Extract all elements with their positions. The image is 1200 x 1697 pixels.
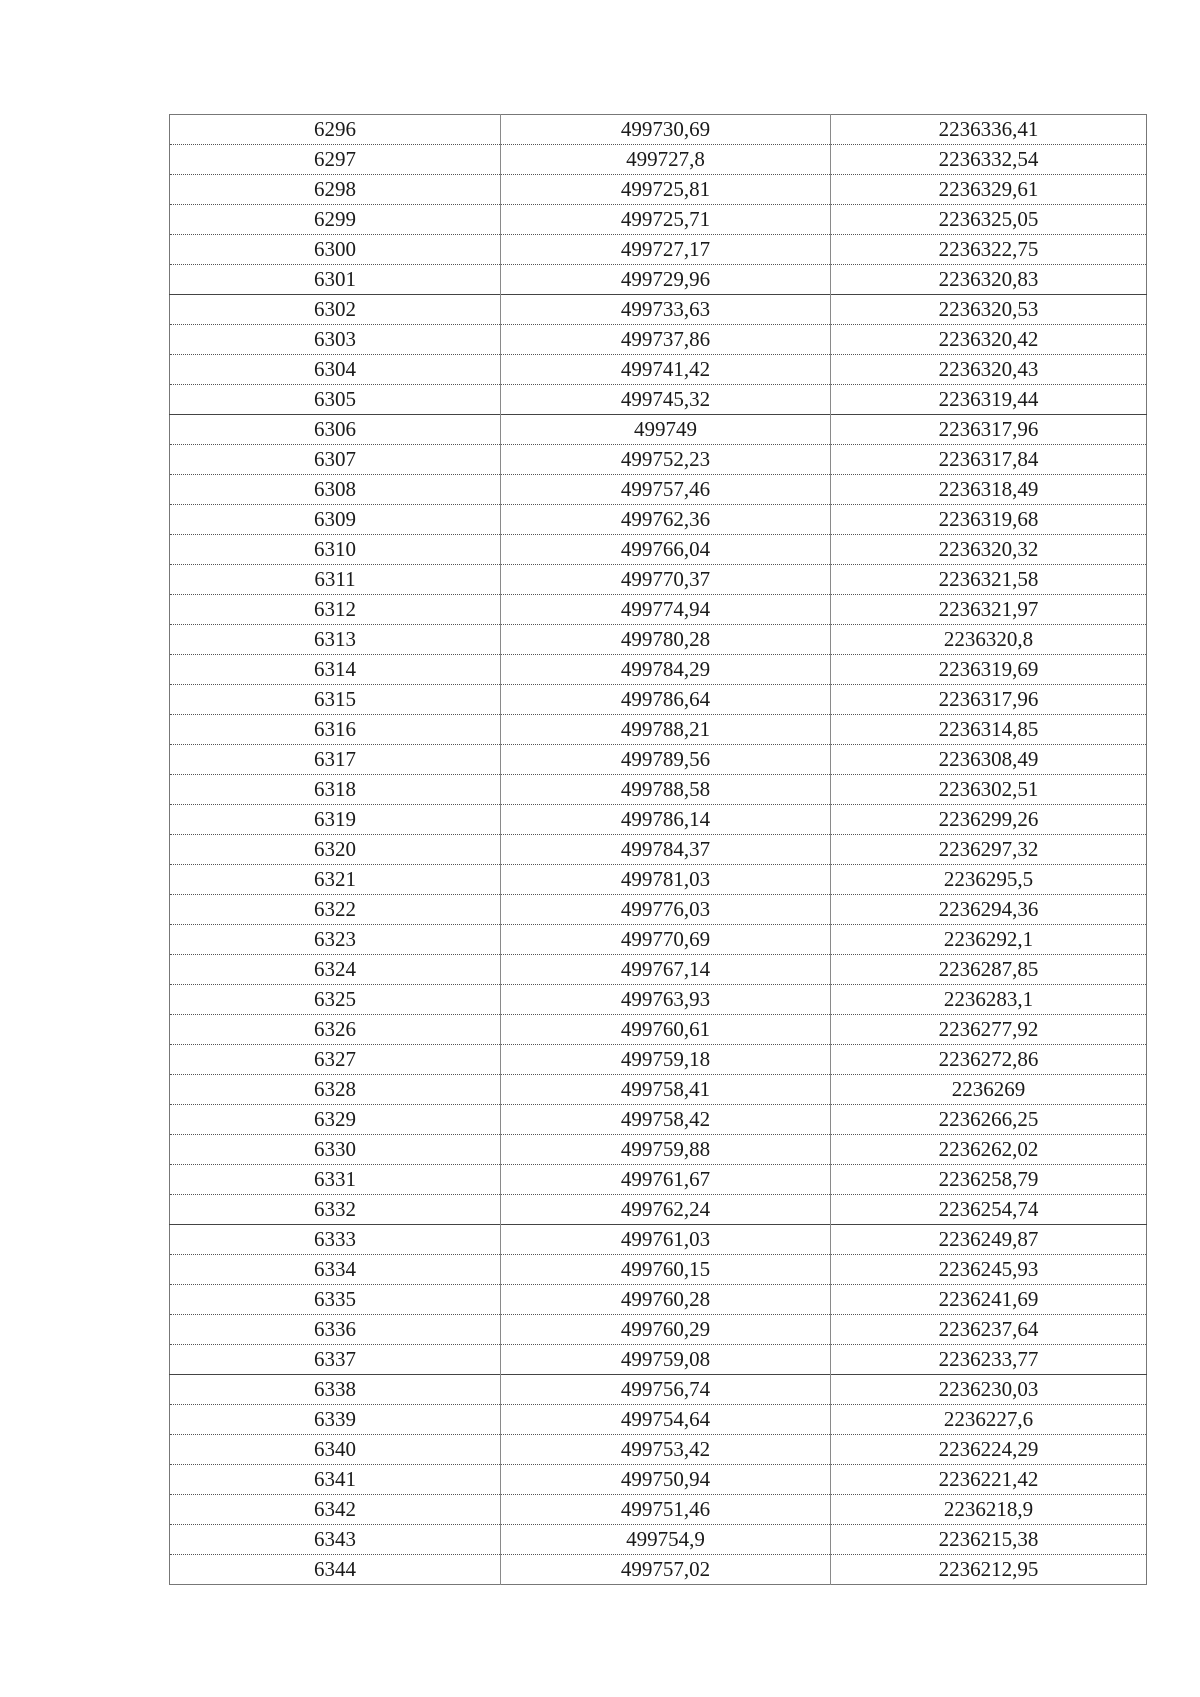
x-coordinate-cell: 499733,63 xyxy=(501,295,831,325)
y-coordinate-cell: 2236215,38 xyxy=(831,1525,1147,1555)
y-coordinate-cell: 2236317,96 xyxy=(831,415,1147,445)
x-coordinate-cell: 499759,88 xyxy=(501,1135,831,1165)
y-coordinate-cell: 2236299,26 xyxy=(831,805,1147,835)
y-coordinate-cell: 2236320,83 xyxy=(831,265,1147,295)
y-coordinate-cell: 2236212,95 xyxy=(831,1555,1147,1585)
x-coordinate-cell: 499760,29 xyxy=(501,1315,831,1345)
table-row xyxy=(170,385,1147,415)
y-coordinate-cell: 2236320,53 xyxy=(831,295,1147,325)
table-row xyxy=(170,325,1147,355)
x-coordinate-cell: 499789,56 xyxy=(501,745,831,775)
x-coordinate-cell: 499727,17 xyxy=(501,235,831,265)
y-coordinate-cell: 2236266,25 xyxy=(831,1105,1147,1135)
point-number-cell: 6341 xyxy=(170,1465,501,1495)
x-coordinate-cell: 499749 xyxy=(501,415,831,445)
point-number-cell: 6297 xyxy=(170,145,501,175)
x-coordinate-cell: 499725,71 xyxy=(501,205,831,235)
point-number-cell: 6326 xyxy=(170,1015,501,1045)
y-coordinate-cell: 2236320,43 xyxy=(831,355,1147,385)
y-coordinate-cell: 2236314,85 xyxy=(831,715,1147,745)
point-number-cell: 6301 xyxy=(170,265,501,295)
table-row xyxy=(170,715,1147,745)
point-number-cell: 6296 xyxy=(170,115,501,145)
y-coordinate-cell: 2236224,29 xyxy=(831,1435,1147,1465)
x-coordinate-cell: 499758,42 xyxy=(501,1105,831,1135)
table-row xyxy=(170,1225,1147,1255)
x-coordinate-cell: 499750,94 xyxy=(501,1465,831,1495)
table-row xyxy=(170,355,1147,385)
y-coordinate-cell: 2236320,42 xyxy=(831,325,1147,355)
x-coordinate-cell: 499760,15 xyxy=(501,1255,831,1285)
point-number-cell: 6317 xyxy=(170,745,501,775)
point-number-cell: 6336 xyxy=(170,1315,501,1345)
table-row xyxy=(170,1375,1147,1405)
point-number-cell: 6310 xyxy=(170,535,501,565)
point-number-cell: 6334 xyxy=(170,1255,501,1285)
x-coordinate-cell: 499762,36 xyxy=(501,505,831,535)
point-number-cell: 6308 xyxy=(170,475,501,505)
point-number-cell: 6337 xyxy=(170,1345,501,1375)
x-coordinate-cell: 499784,29 xyxy=(501,655,831,685)
table-row xyxy=(170,625,1147,655)
table-row xyxy=(170,295,1147,325)
table-row xyxy=(170,505,1147,535)
table-row xyxy=(170,985,1147,1015)
point-number-cell: 6319 xyxy=(170,805,501,835)
point-number-cell: 6335 xyxy=(170,1285,501,1315)
x-coordinate-cell: 499761,03 xyxy=(501,1225,831,1255)
y-coordinate-cell: 2236317,96 xyxy=(831,685,1147,715)
x-coordinate-cell: 499786,64 xyxy=(501,685,831,715)
table-row xyxy=(170,1075,1147,1105)
point-number-cell: 6298 xyxy=(170,175,501,205)
y-coordinate-cell: 2236332,54 xyxy=(831,145,1147,175)
point-number-cell: 6342 xyxy=(170,1495,501,1525)
x-coordinate-cell: 499788,21 xyxy=(501,715,831,745)
point-number-cell: 6323 xyxy=(170,925,501,955)
y-coordinate-cell: 2236325,05 xyxy=(831,205,1147,235)
coordinates-table xyxy=(169,114,1147,1585)
x-coordinate-cell: 499758,41 xyxy=(501,1075,831,1105)
y-coordinate-cell: 2236262,02 xyxy=(831,1135,1147,1165)
point-number-cell: 6314 xyxy=(170,655,501,685)
point-number-cell: 6328 xyxy=(170,1075,501,1105)
table-row xyxy=(170,1495,1147,1525)
table-row xyxy=(170,1525,1147,1555)
x-coordinate-cell: 499737,86 xyxy=(501,325,831,355)
y-coordinate-cell: 2236272,86 xyxy=(831,1045,1147,1075)
point-number-cell: 6316 xyxy=(170,715,501,745)
y-coordinate-cell: 2236318,49 xyxy=(831,475,1147,505)
point-number-cell: 6321 xyxy=(170,865,501,895)
table-row xyxy=(170,1165,1147,1195)
point-number-cell: 6329 xyxy=(170,1105,501,1135)
x-coordinate-cell: 499786,14 xyxy=(501,805,831,835)
y-coordinate-cell: 2236258,79 xyxy=(831,1165,1147,1195)
point-number-cell: 6338 xyxy=(170,1375,501,1405)
point-number-cell: 6307 xyxy=(170,445,501,475)
point-number-cell: 6306 xyxy=(170,415,501,445)
table-row xyxy=(170,1405,1147,1435)
table-row xyxy=(170,955,1147,985)
y-coordinate-cell: 2236221,42 xyxy=(831,1465,1147,1495)
table-row xyxy=(170,1255,1147,1285)
x-coordinate-cell: 499745,32 xyxy=(501,385,831,415)
x-coordinate-cell: 499757,46 xyxy=(501,475,831,505)
table-row xyxy=(170,1465,1147,1495)
table-row xyxy=(170,655,1147,685)
x-coordinate-cell: 499752,23 xyxy=(501,445,831,475)
y-coordinate-cell: 2236320,8 xyxy=(831,625,1147,655)
y-coordinate-cell: 2236322,75 xyxy=(831,235,1147,265)
point-number-cell: 6302 xyxy=(170,295,501,325)
point-number-cell: 6299 xyxy=(170,205,501,235)
y-coordinate-cell: 2236321,97 xyxy=(831,595,1147,625)
table-row xyxy=(170,235,1147,265)
table-row xyxy=(170,595,1147,625)
point-number-cell: 6318 xyxy=(170,775,501,805)
y-coordinate-cell: 2236308,49 xyxy=(831,745,1147,775)
point-number-cell: 6320 xyxy=(170,835,501,865)
point-number-cell: 6312 xyxy=(170,595,501,625)
point-number-cell: 6339 xyxy=(170,1405,501,1435)
y-coordinate-cell: 2236237,64 xyxy=(831,1315,1147,1345)
x-coordinate-cell: 499741,42 xyxy=(501,355,831,385)
point-number-cell: 6305 xyxy=(170,385,501,415)
table-row xyxy=(170,535,1147,565)
table-row xyxy=(170,1345,1147,1375)
y-coordinate-cell: 2236295,5 xyxy=(831,865,1147,895)
y-coordinate-cell: 2236317,84 xyxy=(831,445,1147,475)
table-row xyxy=(170,1135,1147,1165)
y-coordinate-cell: 2236287,85 xyxy=(831,955,1147,985)
point-number-cell: 6313 xyxy=(170,625,501,655)
y-coordinate-cell: 2236336,41 xyxy=(831,115,1147,145)
point-number-cell: 6315 xyxy=(170,685,501,715)
x-coordinate-cell: 499757,02 xyxy=(501,1555,831,1585)
table-row xyxy=(170,1195,1147,1225)
y-coordinate-cell: 2236292,1 xyxy=(831,925,1147,955)
y-coordinate-cell: 2236241,69 xyxy=(831,1285,1147,1315)
y-coordinate-cell: 2236233,77 xyxy=(831,1345,1147,1375)
table-row xyxy=(170,805,1147,835)
point-number-cell: 6303 xyxy=(170,325,501,355)
point-number-cell: 6340 xyxy=(170,1435,501,1465)
x-coordinate-cell: 499770,69 xyxy=(501,925,831,955)
y-coordinate-cell: 2236297,32 xyxy=(831,835,1147,865)
x-coordinate-cell: 499730,69 xyxy=(501,115,831,145)
x-coordinate-cell: 499727,8 xyxy=(501,145,831,175)
point-number-cell: 6330 xyxy=(170,1135,501,1165)
x-coordinate-cell: 499759,08 xyxy=(501,1345,831,1375)
table-row xyxy=(170,1045,1147,1075)
x-coordinate-cell: 499761,67 xyxy=(501,1165,831,1195)
point-number-cell: 6324 xyxy=(170,955,501,985)
table-row xyxy=(170,745,1147,775)
point-number-cell: 6327 xyxy=(170,1045,501,1075)
x-coordinate-cell: 499774,94 xyxy=(501,595,831,625)
table-row xyxy=(170,1315,1147,1345)
x-coordinate-cell: 499776,03 xyxy=(501,895,831,925)
table-row xyxy=(170,415,1147,445)
point-number-cell: 6309 xyxy=(170,505,501,535)
x-coordinate-cell: 499751,46 xyxy=(501,1495,831,1525)
point-number-cell: 6332 xyxy=(170,1195,501,1225)
x-coordinate-cell: 499770,37 xyxy=(501,565,831,595)
y-coordinate-cell: 2236227,6 xyxy=(831,1405,1147,1435)
table-row xyxy=(170,445,1147,475)
point-number-cell: 6333 xyxy=(170,1225,501,1255)
point-number-cell: 6343 xyxy=(170,1525,501,1555)
y-coordinate-cell: 2236269 xyxy=(831,1075,1147,1105)
table-row xyxy=(170,1285,1147,1315)
x-coordinate-cell: 499767,14 xyxy=(501,955,831,985)
x-coordinate-cell: 499729,96 xyxy=(501,265,831,295)
point-number-cell: 6311 xyxy=(170,565,501,595)
table-row xyxy=(170,1555,1147,1585)
point-number-cell: 6300 xyxy=(170,235,501,265)
x-coordinate-cell: 499788,58 xyxy=(501,775,831,805)
table-row xyxy=(170,1015,1147,1045)
y-coordinate-cell: 2236245,93 xyxy=(831,1255,1147,1285)
table-row xyxy=(170,1435,1147,1465)
table-row xyxy=(170,775,1147,805)
table-row xyxy=(170,145,1147,175)
point-number-cell: 6322 xyxy=(170,895,501,925)
x-coordinate-cell: 499760,28 xyxy=(501,1285,831,1315)
x-coordinate-cell: 499780,28 xyxy=(501,625,831,655)
y-coordinate-cell: 2236319,69 xyxy=(831,655,1147,685)
x-coordinate-cell: 499725,81 xyxy=(501,175,831,205)
x-coordinate-cell: 499760,61 xyxy=(501,1015,831,1045)
coordinates-table-body xyxy=(170,115,1147,1585)
table-row xyxy=(170,685,1147,715)
y-coordinate-cell: 2236249,87 xyxy=(831,1225,1147,1255)
y-coordinate-cell: 2236277,92 xyxy=(831,1015,1147,1045)
table-row xyxy=(170,475,1147,505)
y-coordinate-cell: 2236329,61 xyxy=(831,175,1147,205)
y-coordinate-cell: 2236319,44 xyxy=(831,385,1147,415)
y-coordinate-cell: 2236319,68 xyxy=(831,505,1147,535)
table-row xyxy=(170,205,1147,235)
x-coordinate-cell: 499763,93 xyxy=(501,985,831,1015)
table-row xyxy=(170,865,1147,895)
x-coordinate-cell: 499781,03 xyxy=(501,865,831,895)
point-number-cell: 6304 xyxy=(170,355,501,385)
x-coordinate-cell: 499762,24 xyxy=(501,1195,831,1225)
x-coordinate-cell: 499754,9 xyxy=(501,1525,831,1555)
x-coordinate-cell: 499759,18 xyxy=(501,1045,831,1075)
x-coordinate-cell: 499766,04 xyxy=(501,535,831,565)
y-coordinate-cell: 2236254,74 xyxy=(831,1195,1147,1225)
x-coordinate-cell: 499756,74 xyxy=(501,1375,831,1405)
table-row xyxy=(170,1105,1147,1135)
table-row xyxy=(170,175,1147,205)
y-coordinate-cell: 2236218,9 xyxy=(831,1495,1147,1525)
table-row xyxy=(170,565,1147,595)
y-coordinate-cell: 2236320,32 xyxy=(831,535,1147,565)
table-row xyxy=(170,265,1147,295)
y-coordinate-cell: 2236302,51 xyxy=(831,775,1147,805)
point-number-cell: 6344 xyxy=(170,1555,501,1585)
x-coordinate-cell: 499784,37 xyxy=(501,835,831,865)
point-number-cell: 6331 xyxy=(170,1165,501,1195)
x-coordinate-cell: 499754,64 xyxy=(501,1405,831,1435)
y-coordinate-cell: 2236294,36 xyxy=(831,895,1147,925)
table-row xyxy=(170,835,1147,865)
table-row xyxy=(170,895,1147,925)
table-row xyxy=(170,925,1147,955)
x-coordinate-cell: 499753,42 xyxy=(501,1435,831,1465)
point-number-cell: 6325 xyxy=(170,985,501,1015)
y-coordinate-cell: 2236283,1 xyxy=(831,985,1147,1015)
y-coordinate-cell: 2236321,58 xyxy=(831,565,1147,595)
y-coordinate-cell: 2236230,03 xyxy=(831,1375,1147,1405)
table-row xyxy=(170,115,1147,145)
